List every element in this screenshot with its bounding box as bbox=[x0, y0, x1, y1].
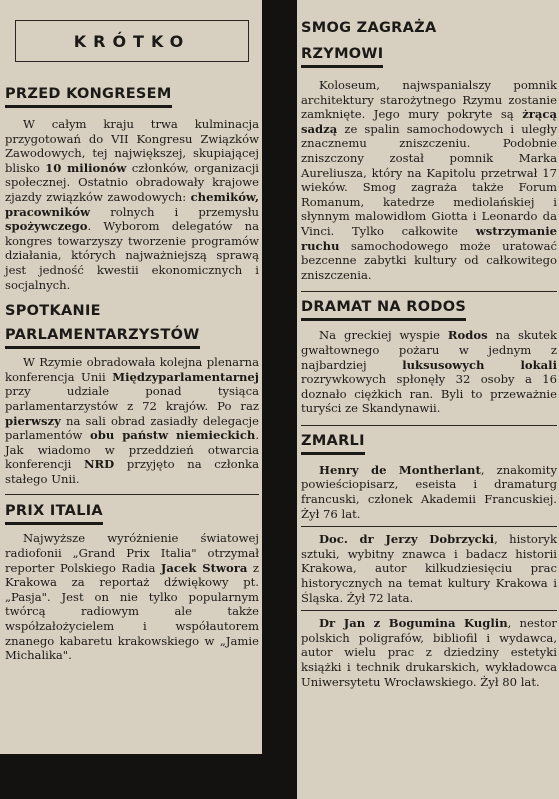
headline-spotkanie: SPOTKANIE PARLAMENTARZYSTÓW bbox=[5, 301, 259, 349]
obituary-item: Doc. dr Jerzy Dobrzycki, historyk sztuki, wybitny znawca i badacz historii Krakowa, autor kilkudziesięciu prac historycznych na temat kultury Krakowa i Śląska. Żył 72 lata. bbox=[301, 532, 557, 605]
headline-rodos: DRAMAT NA RODOS bbox=[301, 297, 557, 321]
headline-zmarli: ZMARLI bbox=[301, 431, 557, 455]
headline-smog: SMOG ZAGRAŻA RZYMOWI bbox=[301, 18, 557, 68]
article-smog: Koloseum, najwspanialszy pomnik architektury starożytnego Rzymu zostanie zamknięte. Jego mury pokryte są żrącą sadzą ze spalin samochodowych i uległy znacznemu zniszczeniu. Podobnie zniszczony został pomnik Marka Aureliusza, który na Kapitolu przetrwał 17 wieków. Smog zagraża także Forum Romanum, katedrze mediolańskiej i słynnym malowidłom Giotta i Leonardo da Vinci. Tylko całkowite wstrzymanie ruchu samochodowego może uratować bezcenne zabytki kultury od całkowitego zniszczenia. bbox=[301, 78, 557, 282]
page-gutter bbox=[262, 0, 297, 799]
obituaries bbox=[301, 463, 557, 689]
section-banner: KRÓTKO bbox=[15, 20, 249, 62]
headline-przed-kongresem: PRZED KONGRESEM bbox=[5, 84, 259, 108]
article-przed-kongresem: W całym kraju trwa kulminacja przygotowań do VII Kongresu Związków Zawodowych, tej największej, skupiającej blisko 10 milionów członków, organizacji społecznej. Ostatnio obradowały krajowe zjazdy związków zawodowych: chemików, pracowników rolnych i przemysłu spożywczego. Wyborom delegatów na kongres towarzyszy tworzenie programów działania, których najważniejszą sprawą jest jedność kwestii ekonomicznych i socjalnych. bbox=[5, 117, 260, 292]
divider bbox=[301, 610, 557, 611]
article-spotkanie: W Rzymie obradowała kolejna plenarna konferencja Unii Międzyparlamentarnej przy udziale ponad tysiąca parlamentarzystów z 72 krajów. Po raz pierwszy na sali obrad zasiadły delegacje parlamentów obu państw niemieckich. Jak wiadomo w przeddzień otwarcia konferencji NRD przyjęto na członka stałego Unii. bbox=[5, 355, 259, 486]
article-rodos: Na greckiej wyspie Rodos na skutek gwałtownego pożaru w jednym z najbardziej luksusowych lokali rozrywkowych spłonęły 32 osoby a 16 doznało ciężkich ran. Byli to przeważnie turyści ze Skandynawii. bbox=[301, 328, 557, 416]
obituary-item: Henry de Montherlant, znakomity powieściopisarz, eseista i dramaturg francuski, członek Akademii Francuskiej. Żył 76 lat. bbox=[301, 462, 557, 521]
left-column bbox=[0, 0, 262, 754]
article-prix-italia: Najwyższe wyróżnienie światowej radiofonii „Grand Prix Italia" otrzymał reporter Polskiego Radia Jacek Stwora z Krakowa za reportaż dźwiękowy pt. „Pasja". Jest on nie tylko popularnym twórcą radiowym ale także współzałożycielem i współautorem znanego kabaretu krakowskiego w „Jamie Michalika". bbox=[5, 531, 259, 663]
divider bbox=[301, 291, 557, 292]
right-column bbox=[297, 0, 559, 799]
headline-prix-italia: PRIX ITALIA bbox=[5, 501, 259, 525]
divider bbox=[301, 425, 557, 426]
obituary-item: Dr Jan z Bogumina Kuglin, nestor polskich poligrafów, bibliofil i wydawca, autor wielu prac z dziedziny estetyki książki i technik drukarskich, wykładowca Uniwersytetu Wrocławskiego. Żył 80 lat. bbox=[301, 616, 557, 689]
divider bbox=[301, 526, 557, 527]
divider bbox=[5, 494, 259, 495]
